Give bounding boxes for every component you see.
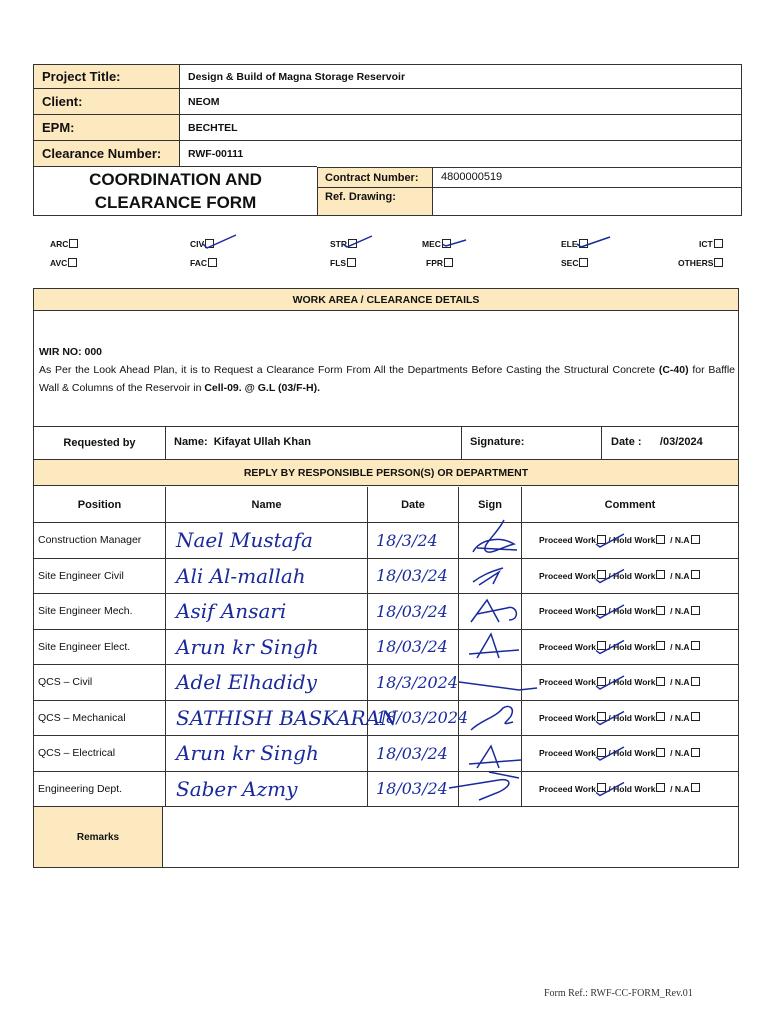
row-comment [522, 594, 738, 629]
row-name: Adel Elhadidy [166, 665, 368, 700]
na-checkbox[interactable] [691, 570, 700, 579]
na-label: N.A [674, 535, 690, 546]
row-date: 18/3/2024 [368, 665, 459, 700]
signature-field[interactable] [462, 427, 602, 459]
row-date: 18/3/24 [368, 523, 459, 558]
desc-bold2: Cell-09. @ G.L (03/F-H). [204, 382, 320, 394]
hold-work-label: Hold Work [613, 748, 656, 759]
na-checkbox[interactable] [691, 748, 700, 757]
proceed-work-checkbox[interactable] [597, 535, 606, 544]
discipline-others-label: OTHERS [678, 258, 714, 268]
hold-work-checkbox[interactable] [656, 570, 665, 579]
row-date: 18/03/24 [368, 594, 459, 629]
na-label: N.A [674, 641, 690, 652]
separator: / [665, 535, 675, 546]
epm-label: EPM: [34, 115, 180, 141]
requester-name [166, 427, 462, 459]
discipline-fls-label: FLS [330, 258, 347, 268]
discipline-avc[interactable] [50, 258, 77, 268]
row-comment [522, 772, 738, 807]
hold-work-label: Hold Work [613, 783, 656, 794]
col-header-sign: Sign [459, 487, 522, 523]
table-row [34, 594, 738, 630]
proceed-work-checkbox[interactable] [597, 641, 606, 650]
row-comment [522, 559, 738, 594]
name-value: Kifayat Ullah Khan [213, 436, 311, 448]
form-title-line1: COORDINATION AND [89, 170, 262, 189]
discipline-str-label: STR [330, 239, 347, 249]
separator: / [606, 570, 614, 581]
row-date: 18/03/24 [368, 772, 459, 807]
na-checkbox[interactable] [691, 712, 700, 721]
row-position: Site Engineer Elect. [34, 630, 166, 665]
proceed-work-label: Proceed Work [539, 748, 597, 759]
proceed-work-label: Proceed Work [539, 641, 597, 652]
row-comment [522, 523, 738, 558]
separator: / [665, 641, 675, 652]
discipline-others[interactable] [678, 258, 723, 268]
row-position: QCS – Electrical [34, 736, 166, 771]
clearance-number-value: RWF-00111 [180, 141, 317, 167]
row-position: QCS – Civil [34, 665, 166, 700]
proceed-work-label: Proceed Work [539, 535, 597, 546]
work-area-details [39, 343, 735, 397]
separator: / [665, 783, 675, 794]
na-checkbox[interactable] [691, 641, 700, 650]
hold-work-label: Hold Work [613, 712, 656, 723]
discipline-check-marks [0, 228, 768, 258]
separator: / [665, 712, 675, 723]
contract-number-value: 4800000519 [433, 167, 741, 188]
separator: / [606, 606, 614, 617]
checkbox-fac[interactable] [208, 258, 217, 267]
row-comment [522, 736, 738, 771]
work-area-heading: WORK AREA / CLEARANCE DETAILS [34, 289, 738, 311]
form-reference: Form Ref.: RWF-CC-FORM_Rev.01 [544, 988, 693, 999]
separator: / [606, 748, 614, 759]
contract-number-label: Contract Number: [318, 167, 433, 188]
separator: / [665, 570, 675, 581]
hold-work-label: Hold Work [613, 641, 656, 652]
reply-rows [34, 523, 738, 807]
col-header-position: Position [34, 487, 166, 523]
signature-label: Signature: [470, 436, 525, 448]
form-title-line2: CLEARANCE FORM [94, 193, 257, 212]
proceed-work-label: Proceed Work [539, 677, 597, 688]
row-name: Saber Azmy [166, 772, 368, 807]
table-row [34, 665, 738, 701]
project-title-label: Project Title: [34, 65, 180, 89]
remarks-label: Remarks [34, 807, 163, 867]
row-position: Site Engineer Civil [34, 559, 166, 594]
row-position: Engineering Dept. [34, 772, 166, 807]
na-label: N.A [674, 570, 690, 581]
row-name: Ali Al-mallah [166, 559, 368, 594]
separator: / [665, 677, 675, 688]
row-name: Arun kr Singh [166, 630, 368, 665]
epm-value: BECHTEL [180, 115, 741, 141]
table-row [34, 559, 738, 595]
discipline-ele-label: ELE [561, 239, 578, 249]
row-position: QCS – Mechanical [34, 701, 166, 736]
na-label: N.A [674, 783, 690, 794]
table-row [34, 630, 738, 666]
request-date [602, 427, 738, 459]
discipline-mec-label: MEC [422, 239, 441, 249]
discipline-sec[interactable] [561, 258, 588, 268]
reply-heading: REPLY BY RESPONSIBLE PERSON(S) OR DEPARTMENT [34, 460, 738, 486]
proceed-work-checkbox[interactable] [597, 712, 606, 721]
separator: / [665, 748, 675, 759]
hold-work-checkbox[interactable] [656, 535, 665, 544]
project-title-value: Design & Build of Magna Storage Reservoir [180, 65, 741, 89]
checkbox-others[interactable] [714, 258, 723, 267]
proceed-work-checkbox[interactable] [597, 748, 606, 757]
hold-work-checkbox[interactable] [656, 783, 665, 792]
hold-work-checkbox[interactable] [656, 677, 665, 686]
row-date: 18/03/24 [368, 559, 459, 594]
discipline-arc-label: ARC [50, 239, 69, 249]
table-row [34, 523, 738, 559]
row-date: 18/03/24 [368, 736, 459, 771]
discipline-ict-label: ICT [699, 239, 713, 249]
table-row [34, 701, 738, 737]
na-checkbox[interactable] [691, 677, 700, 686]
hold-work-checkbox[interactable] [656, 641, 665, 650]
checkbox-sec[interactable] [579, 258, 588, 267]
hold-work-checkbox[interactable] [656, 712, 665, 721]
row-name: Asif Ansari [166, 594, 368, 629]
row-comment [522, 630, 738, 665]
na-label: N.A [674, 677, 690, 688]
separator: / [606, 712, 614, 723]
row-position: Construction Manager [34, 523, 166, 558]
hold-work-checkbox[interactable] [656, 748, 665, 757]
date-label: Date : [611, 436, 642, 448]
na-label: N.A [674, 606, 690, 617]
separator: / [606, 677, 614, 688]
discipline-fac[interactable] [190, 258, 217, 268]
separator: / [606, 641, 614, 652]
proceed-work-label: Proceed Work [539, 606, 597, 617]
wir-number: WIR NO: 000 [39, 346, 103, 358]
hold-work-checkbox[interactable] [656, 606, 665, 615]
row-name: SATHISH BASKARAN [166, 701, 368, 736]
table-row [34, 772, 738, 808]
work-description [39, 361, 735, 397]
discipline-avc-label: AVC [50, 258, 68, 268]
proceed-work-checkbox[interactable] [597, 677, 606, 686]
row-comment [522, 701, 738, 736]
checkbox-fpr[interactable] [444, 258, 453, 267]
hold-work-label: Hold Work [613, 535, 656, 546]
hold-work-label: Hold Work [613, 677, 656, 688]
discipline-sec-label: SEC [561, 258, 579, 268]
checkbox-avc[interactable] [68, 258, 77, 267]
proceed-work-label: Proceed Work [539, 783, 597, 794]
proceed-work-checkbox[interactable] [597, 606, 606, 615]
row-position: Site Engineer Mech. [34, 594, 166, 629]
na-checkbox[interactable] [691, 606, 700, 615]
row-comment [522, 665, 738, 700]
proceed-work-checkbox[interactable] [597, 783, 606, 792]
desc-part2: for Baffle Wall & Columns of the Reservoir in [39, 364, 736, 394]
ref-drawing-label: Ref. Drawing: [318, 188, 433, 215]
na-label: N.A [674, 748, 690, 759]
clearance-number-label: Clearance Number: [34, 141, 180, 167]
separator: / [606, 535, 614, 546]
ref-drawing-value [433, 188, 741, 215]
row-name: Nael Mustafa [166, 523, 368, 558]
na-checkbox[interactable] [691, 535, 700, 544]
proceed-work-label: Proceed Work [539, 712, 597, 723]
name-label: Name: [174, 436, 208, 448]
row-date: 18/03/2024 [368, 701, 459, 736]
row-date: 18/03/24 [368, 630, 459, 665]
discipline-fpr[interactable] [426, 258, 453, 268]
discipline-fls[interactable] [330, 258, 356, 268]
separator: / [665, 606, 675, 617]
hold-work-label: Hold Work [613, 570, 656, 581]
row-name: Arun kr Singh [166, 736, 368, 771]
signature-scribbles [459, 510, 539, 810]
col-header-comment: Comment [522, 487, 738, 523]
separator: / [606, 783, 614, 794]
desc-part1: As Per the Look Ahead Plan, it is to Request a Clearance Form From All the Departments Before Casting the Structural Concrete [39, 364, 656, 376]
date-value: /03/2024 [659, 436, 703, 448]
desc-bold1: (C-40) [658, 364, 689, 376]
table-row [34, 736, 738, 772]
discipline-fac-label: FAC [190, 258, 207, 268]
proceed-work-checkbox[interactable] [597, 570, 606, 579]
checkbox-fls[interactable] [347, 258, 356, 267]
na-checkbox[interactable] [691, 783, 700, 792]
col-header-name: Name [166, 487, 368, 523]
client-label: Client: [34, 89, 180, 115]
hold-work-label: Hold Work [613, 606, 656, 617]
discipline-fpr-label: FPR [426, 258, 443, 268]
na-label: N.A [674, 712, 690, 723]
col-header-date: Date [368, 487, 459, 523]
requested-by-label: Requested by [34, 427, 166, 459]
client-value: NEOM [180, 89, 741, 115]
discipline-civ-label: CIV [190, 239, 205, 249]
form-title [34, 167, 318, 215]
proceed-work-label: Proceed Work [539, 570, 597, 581]
remarks-field[interactable] [163, 807, 738, 867]
